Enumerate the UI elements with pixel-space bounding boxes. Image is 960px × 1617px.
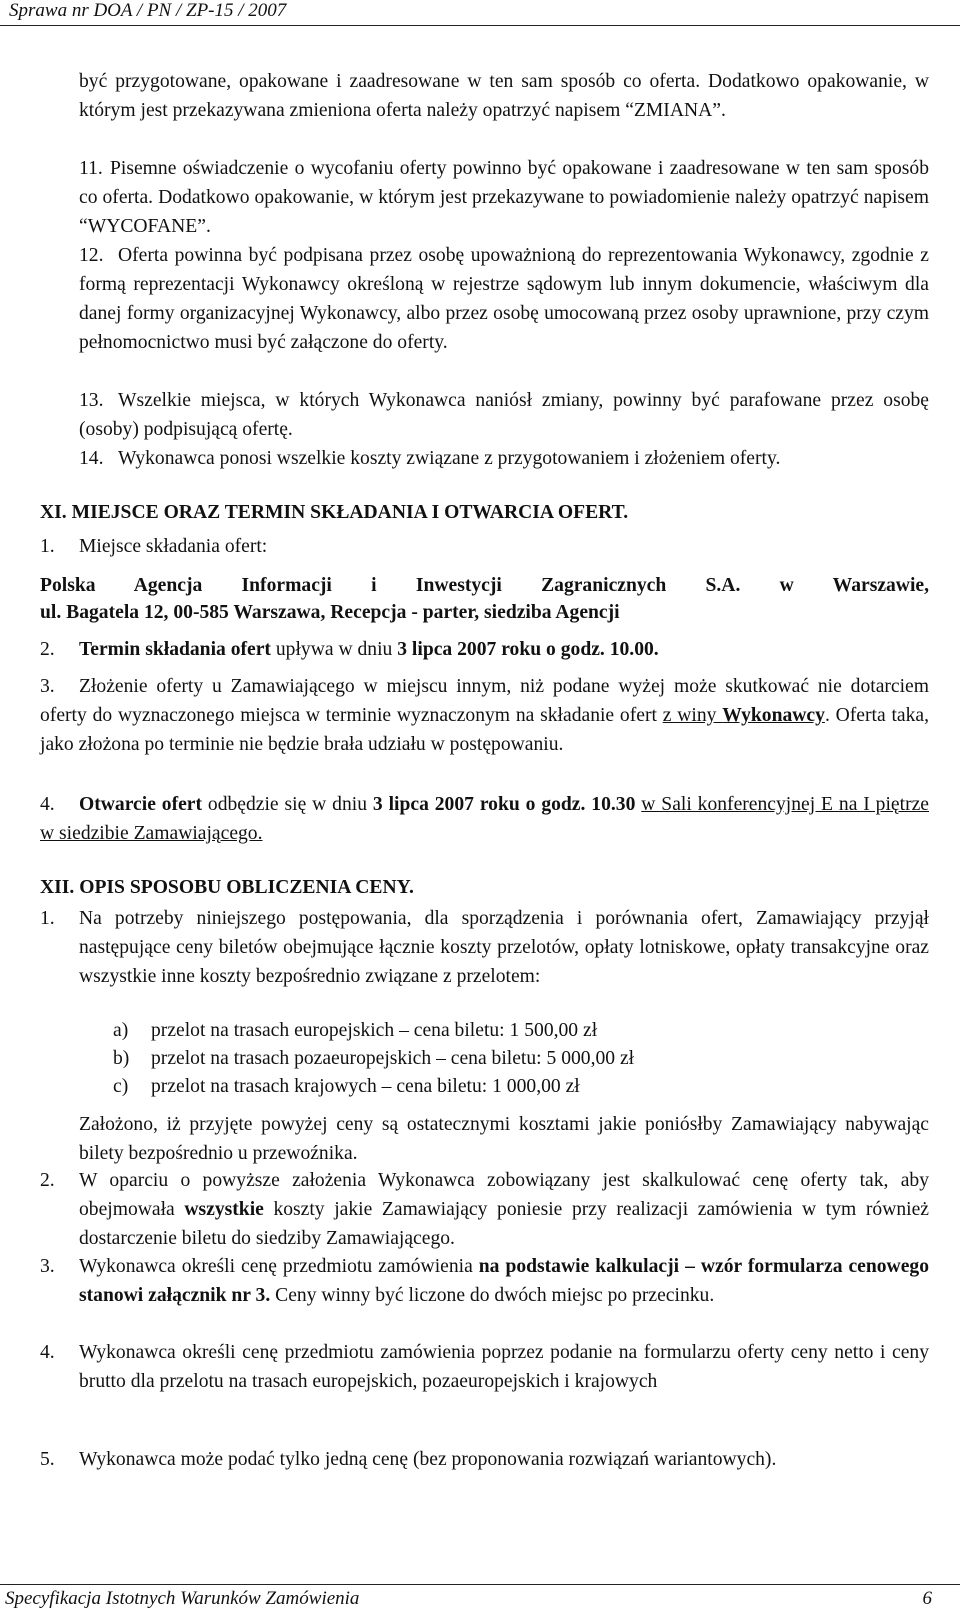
item14-number: 14.: [79, 448, 104, 469]
opening-mid: odbędzie się w dniu: [202, 794, 373, 815]
section-xii-p4-text: Wykonawca określi cenę przedmiotu zamówienia poprzez podanie na formularzu oferty ceny netto i ceny brutto dla przelotu na trasach europejskich, pozaeuropejskich i krajowych: [79, 1342, 929, 1392]
section-xi-heading: XI. MIEJSCE ORAZ TERMIN SKŁADANIA I OTWARCIA OFERT.: [40, 502, 629, 523]
item11-text: Pisemne oświadczenie o wycofaniu oferty powinno być opakowane i zaadresowane w ten sam sposób co oferta. Dodatkowo opakowanie, w którym jest przekazywane to powiadomienie należy opatrzyć napisem “WYCOFANE”.: [79, 158, 929, 237]
section-xii-p5-number: 5.: [40, 1449, 55, 1470]
section-xii-p3-number: 3.: [40, 1256, 55, 1277]
submission-deadline-date: 3 lipca 2007 roku o godz. 10.00.: [397, 639, 659, 660]
document-header: Sprawa nr DOA / PN / ZP-15 / 2007: [9, 0, 287, 21]
price-list-item-c: przelot na trasach krajowych – cena biletu: 1 000,00 zł: [151, 1076, 580, 1097]
section-xii-p4-number: 4.: [40, 1342, 55, 1363]
section-xi-p4-text: [40, 790, 929, 848]
header-rule: [0, 25, 960, 26]
item11-number: 11.: [79, 158, 103, 179]
section-xi-p4-number: 4.: [40, 794, 55, 815]
section-xii-p2-number: 2.: [40, 1170, 55, 1191]
p3-xii-part-a: Wykonawca określi cenę przedmiotu zamówienia: [79, 1256, 479, 1277]
submission-deadline-label: Termin składania ofert: [79, 639, 271, 660]
section-xi-p1-number: 1.: [40, 536, 55, 557]
section-xi-p2-number: 2.: [40, 639, 55, 660]
section-xii-p1-number: 1.: [40, 908, 55, 929]
p3-part-b: . Oferta taka, jako złożona po terminie nie będzie brała udziału w postępowaniu.: [40, 705, 930, 755]
footer-rule: [0, 1584, 960, 1585]
price-list-item-b: przelot na trasach pozaeuropejskich – cena biletu: 5 000,00 zł: [151, 1048, 635, 1069]
p3-xii-part-b: Ceny winny być liczone do dwóch miejsc po przecinku.: [270, 1285, 715, 1306]
opening-label: Otwarcie ofert: [79, 794, 203, 815]
opening-date: 3 lipca 2007 roku o godz. 10.30: [372, 794, 636, 815]
price-list-label-b: b): [113, 1048, 130, 1069]
address-line-2: ul. Bagatela 12, 00-585 Warszawa, Recepcja - parter, siedziba Agencji: [40, 602, 620, 623]
p2-bold: wszystkie: [184, 1199, 264, 1220]
address-line-1: Polska Agencja Informacji i Inwestycji Zagranicznych S.A. w Warszawie,: [40, 575, 929, 596]
section-xii-p1-after: Założono, iż przyjęte powyżej ceny są ostatecznymi kosztami jakie poniósłby Zamawiający nabywając bilety bezpośrednio u przewoźnika.: [79, 1114, 929, 1164]
section-xii-heading: XII. OPIS SPOSOBU OBLICZENIA CENY.: [40, 877, 414, 898]
p2-part-b: koszty jakie Zamawiający poniesie przy realizacji zamówienia w tym również dostarczenie biletu do siedziby Zamawiającego.: [79, 1199, 929, 1249]
item10-continuation: być przygotowane, opakowane i zaadresowane w ten sam sposób co oferta. Dodatkowo opakowanie, w którym jest przekazywana zmieniona oferta należy opatrzyć napisem “ZMIANA”.: [79, 71, 929, 121]
document-footer: Specyfikacja Istotnych Warunków Zamówienia: [5, 1588, 360, 1609]
section-xi-p3-text: [40, 672, 929, 759]
section-xii-p5-text: Wykonawca może podać tylko jedną cenę (bez proponowania rozwiązań wariantowych).: [79, 1449, 777, 1470]
page-number: 6: [922, 1588, 932, 1609]
item14-text: Wykonawca ponosi wszelkie koszty związane z przygotowaniem i złożeniem oferty.: [118, 448, 781, 469]
price-list-item-a: przelot na trasach europejskich – cena biletu: 1 500,00 zł: [151, 1020, 598, 1041]
p2-part-a: W oparciu o powyższe założenia Wykonawca zobowiązany jest skalkulować cenę oferty tak, aby obejmowała: [79, 1170, 929, 1220]
section-xii-p2-text: [79, 1166, 929, 1253]
item13-text: Wszelkie miejsca, w których Wykonawca naniósł zmiany, powinny być parafowane przez osobę (osoby) podpisującą ofertę.: [79, 390, 929, 440]
price-list-label-a: a): [113, 1020, 129, 1041]
item12-number: 12.: [79, 245, 104, 266]
section-xi-p3-number: 3.: [40, 676, 55, 697]
item13-number: 13.: [79, 390, 104, 411]
section-xi-p2-text: [79, 635, 929, 664]
p3-underlined-bold: Wykonawcy: [722, 705, 825, 726]
p3-xii-bold: na podstawie kalkulacji – wzór formularza cenowego stanowi załącznik nr 3.: [79, 1256, 929, 1306]
p3-part-a: Złożenie oferty u Zamawiającego w miejscu innym, niż podane wyżej może skutkować nie dotarciem oferty do wyznaczonego miejsca w terminie wyznaczonym na składanie ofert: [40, 676, 929, 726]
opening-location: w Sali konferencyjnej E na I piętrze w siedzibie Zamawiającego.: [40, 794, 929, 844]
section-xii-p1-text: Na potrzeby niniejszego postępowania, dla sporządzenia i porównania ofert, Zamawiający przyjął następujące ceny biletów obejmujące łącznie koszty przelotów, opłaty lotniskowe, opłaty transakcyjne oraz wszystkie inne koszty bezpośrednio związane z przelotem:: [79, 908, 929, 987]
price-list-label-c: c): [113, 1076, 129, 1097]
section-xi-p1-text: Miejsce składania ofert:: [79, 536, 268, 557]
submission-deadline-mid: upływa w dniu: [270, 639, 398, 660]
p3-underlined: z winy: [662, 705, 723, 726]
item12-text: Oferta powinna być podpisana przez osobę upoważnioną do reprezentowania Wykonawcy, zgodnie z formą reprezentacji Wykonawcy określoną w rejestrze sądowym lub innym dokumencie, właściwym dla danej formy organizacyjnej Wykonawcy, albo przez osobę umocowaną przez osoby uprawnione, przy czym pełnomocnictwo musi być załączone do oferty.: [79, 245, 929, 353]
section-xii-p3-text: [79, 1252, 929, 1310]
